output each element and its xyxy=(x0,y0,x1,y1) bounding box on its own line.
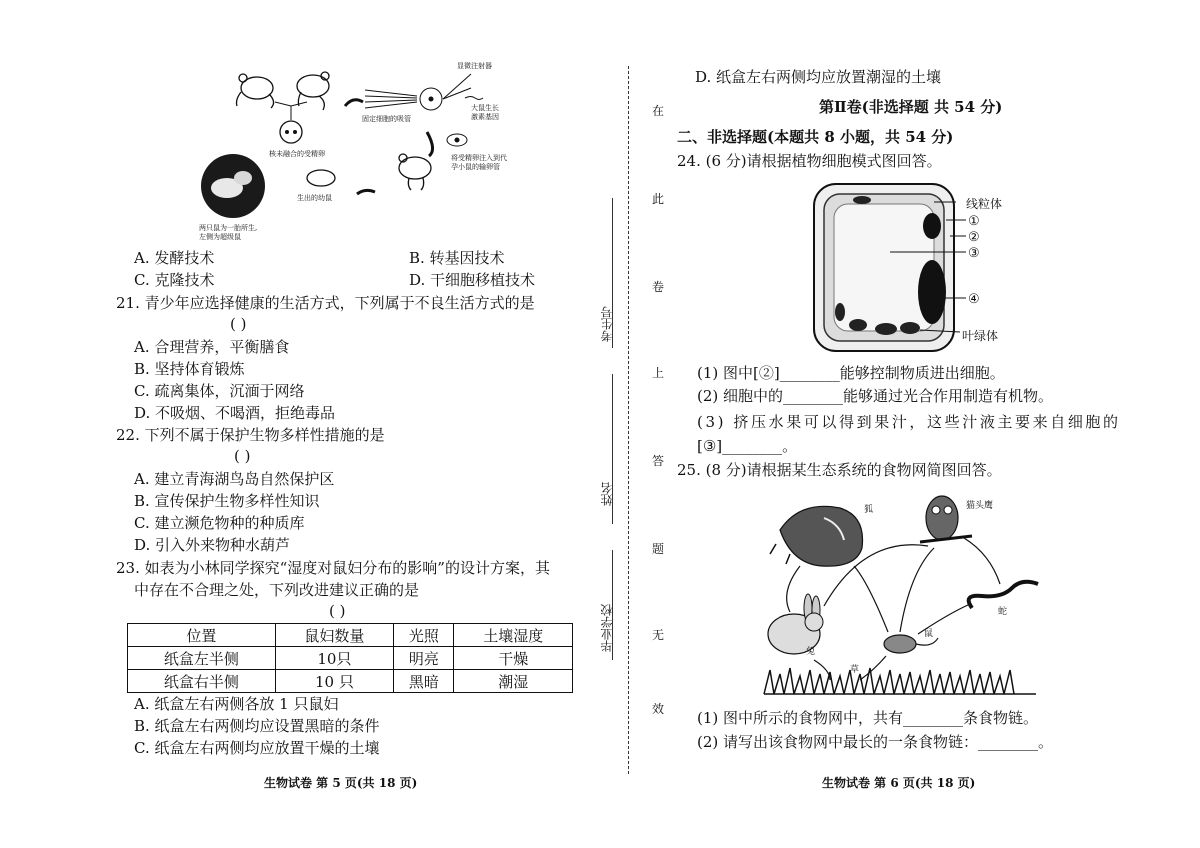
margin-warning-char: 在 xyxy=(651,104,664,118)
binding-dash-line xyxy=(628,66,629,774)
q22-stem: 22. 下列不属于保护生物多样性措施的是 xyxy=(116,426,385,444)
surrogate-mouse xyxy=(399,154,431,190)
q23-stem-line2: 中存在不合理之处，下列改进建议正确的是 xyxy=(134,581,420,599)
food-web-svg xyxy=(760,484,1040,704)
parent-mouse-female xyxy=(237,74,274,108)
q20-option-d: D. 干细胞移植技术 xyxy=(409,271,536,289)
q22-answer-paren: ( ) xyxy=(234,447,251,465)
nucleus xyxy=(918,260,946,324)
q22-option-b: B. 宣传保护生物多样性知识 xyxy=(134,492,320,510)
q23-option-a: A. 纸盒左右两侧各放 1 只鼠妇 xyxy=(134,695,339,713)
web-label-mouse: 鼠 xyxy=(924,629,934,639)
table-cell: 10只 xyxy=(275,647,394,670)
label-result: 两只鼠为一胎所生, 左侧为超级鼠 xyxy=(199,224,258,241)
table-cell: 干燥 xyxy=(454,647,573,670)
q25-sub1: (1) 图中所示的食物网中，共有________条食物链。 xyxy=(697,709,1039,727)
web-label-fox: 狐 xyxy=(864,505,874,515)
q21-stem: 21. 青少年应选择健康的生活方式，下列属于不良生活方式的是 xyxy=(116,294,535,312)
owl-drawing xyxy=(920,496,972,542)
fox-drawing xyxy=(770,506,863,566)
table-cell: 明亮 xyxy=(394,647,454,670)
q23-option-c: C. 纸盒左右两侧均应放置干燥的土壤 xyxy=(134,739,380,757)
table-header-cell: 光照 xyxy=(394,624,454,647)
grass-drawing xyxy=(764,668,1036,694)
arrow-snake-owl xyxy=(964,538,1000,584)
table-cell: 纸盒右半侧 xyxy=(128,670,276,693)
margin-warning-char: 效 xyxy=(651,702,664,716)
table-row xyxy=(128,647,573,670)
transgenic-mouse-figure xyxy=(195,62,535,248)
web-label-owl: 猫头鹰 xyxy=(966,501,994,511)
cell-label-1: ① xyxy=(968,214,980,229)
q21-answer-paren: ( ) xyxy=(230,315,247,333)
q23-answer-paren: ( ) xyxy=(329,602,346,620)
web-label-grass: 草 xyxy=(850,665,860,675)
cell-label-2: ② xyxy=(968,230,980,245)
cell-label-4: ④ xyxy=(968,292,980,307)
q21-option-b: B. 坚持体育锻炼 xyxy=(134,360,245,378)
cell-label-mitochondria: 线粒体 xyxy=(966,197,1003,211)
right-page-footer: 生物试卷 第 6 页(共 18 页) xyxy=(822,776,976,790)
school-label: 毕业学校 xyxy=(600,604,614,652)
table-cell: 潮湿 xyxy=(454,670,573,693)
cell-label-chloroplast: 叶绿体 xyxy=(962,329,999,343)
table-row xyxy=(128,670,573,693)
section-title: 第Ⅱ卷(非选择题 共 54 分) xyxy=(819,98,1003,116)
q25-stem: 25. (8 分)请根据某生态系统的食物网简图回答。 xyxy=(677,461,1002,479)
arrow-rabbit-fox xyxy=(787,566,800,612)
q25-sub2: (2) 请写出该食物网中最长的一条食物链：________。 xyxy=(697,733,1054,751)
candidate-number-label: 考生号 xyxy=(600,306,614,342)
margin-warning-char: 答 xyxy=(651,454,664,468)
margin-warning-char: 无 xyxy=(651,628,664,642)
micro-pipette xyxy=(365,74,483,110)
web-label-rabbit: 兔 xyxy=(806,647,816,657)
cell-label-3: ③ xyxy=(968,246,980,261)
q20-option-b: B. 转基因技术 xyxy=(409,249,505,267)
label-pipette: 固定细胞的吸管 xyxy=(362,115,411,123)
arrow-grass-rabbit xyxy=(814,660,830,680)
q24-sub3-line1: (3) 挤压水果可以得到果汁，这些汁液主要来自细胞的 xyxy=(697,413,1121,431)
table-header-cell: 位置 xyxy=(128,624,276,647)
q23-option-d: D. 纸盒左右两侧均应放置潮湿的土壤 xyxy=(695,68,942,86)
q21-option-a: A. 合理营养，平衡膳食 xyxy=(134,338,290,356)
label-fertilized-egg: 核未融合的受精卵 xyxy=(269,150,325,158)
arrow-grass-mouse xyxy=(860,656,886,680)
part-heading: 二、非选择题(本题共 8 小题，共 54 分) xyxy=(677,128,954,146)
table-cell: 黑暗 xyxy=(394,670,454,693)
table-header-cell: 鼠妇数量 xyxy=(275,624,394,647)
label-gene: 大鼠生长 激素基因 xyxy=(471,104,499,121)
label-injector: 显微注射器 xyxy=(457,62,492,70)
name-label: 姓名 xyxy=(600,482,614,506)
arrow-mouse-fox xyxy=(854,566,888,632)
q24-sub3-line2: [③]________。 xyxy=(697,437,798,455)
q23-option-b: B. 纸盒左右两侧均应设置黑暗的条件 xyxy=(134,717,380,735)
fertilized-egg xyxy=(280,121,302,143)
q22-option-a: A. 建立青海湖鸟岛自然保护区 xyxy=(134,470,335,488)
margin-warning-char: 此 xyxy=(651,192,664,206)
q21-option-c: C. 疏离集体，沉湎于网络 xyxy=(134,382,305,400)
pillbug-experiment-table xyxy=(127,623,573,693)
margin-warning-char: 上 xyxy=(651,366,664,380)
q23-stem-line1: 23. 如表为小林同学探究“湿度对鼠妇分布的影响”的设计方案，其 xyxy=(116,559,550,577)
parent-mouse-male xyxy=(297,72,329,110)
q24-sub1: (1) 图中[②]________能够控制物质进出细胞。 xyxy=(697,364,1005,382)
left-page-footer: 生物试卷 第 5 页(共 18 页) xyxy=(264,776,418,790)
q20-option-c: C. 克隆技术 xyxy=(134,271,215,289)
q22-option-d: D. 引入外来物种水葫芦 xyxy=(134,536,291,554)
plant-cell-figure xyxy=(810,180,1010,355)
table-cell: 10 只 xyxy=(275,670,394,693)
web-label-snake: 蛇 xyxy=(998,607,1008,617)
table-header-cell: 土壤湿度 xyxy=(454,624,573,647)
label-newborn: 生出的幼鼠 xyxy=(297,194,332,202)
arrow-mouse-owl xyxy=(900,548,934,632)
margin-warning-char: 卷 xyxy=(651,280,664,294)
table-header-row xyxy=(128,624,573,647)
table-cell: 纸盒左半侧 xyxy=(128,647,276,670)
q24-sub2: (2) 细胞中的________能够通过光合作用制造有机物。 xyxy=(697,387,1054,405)
q21-option-d: D. 不吸烟、不喝酒，拒绝毒品 xyxy=(134,404,336,422)
label-inject-oviduct: 将受精卵注入到代 孕小鼠的输卵管 xyxy=(451,154,507,171)
newborn-mouse xyxy=(307,170,335,186)
food-web-figure xyxy=(760,484,1040,704)
margin-warning-char: 题 xyxy=(651,542,664,556)
q22-option-c: C. 建立濒危物种的种质库 xyxy=(134,514,305,532)
q24-stem: 24. (6 分)请根据植物细胞模式图回答。 xyxy=(677,152,942,170)
q20-option-a: A. 发酵技术 xyxy=(134,249,215,267)
